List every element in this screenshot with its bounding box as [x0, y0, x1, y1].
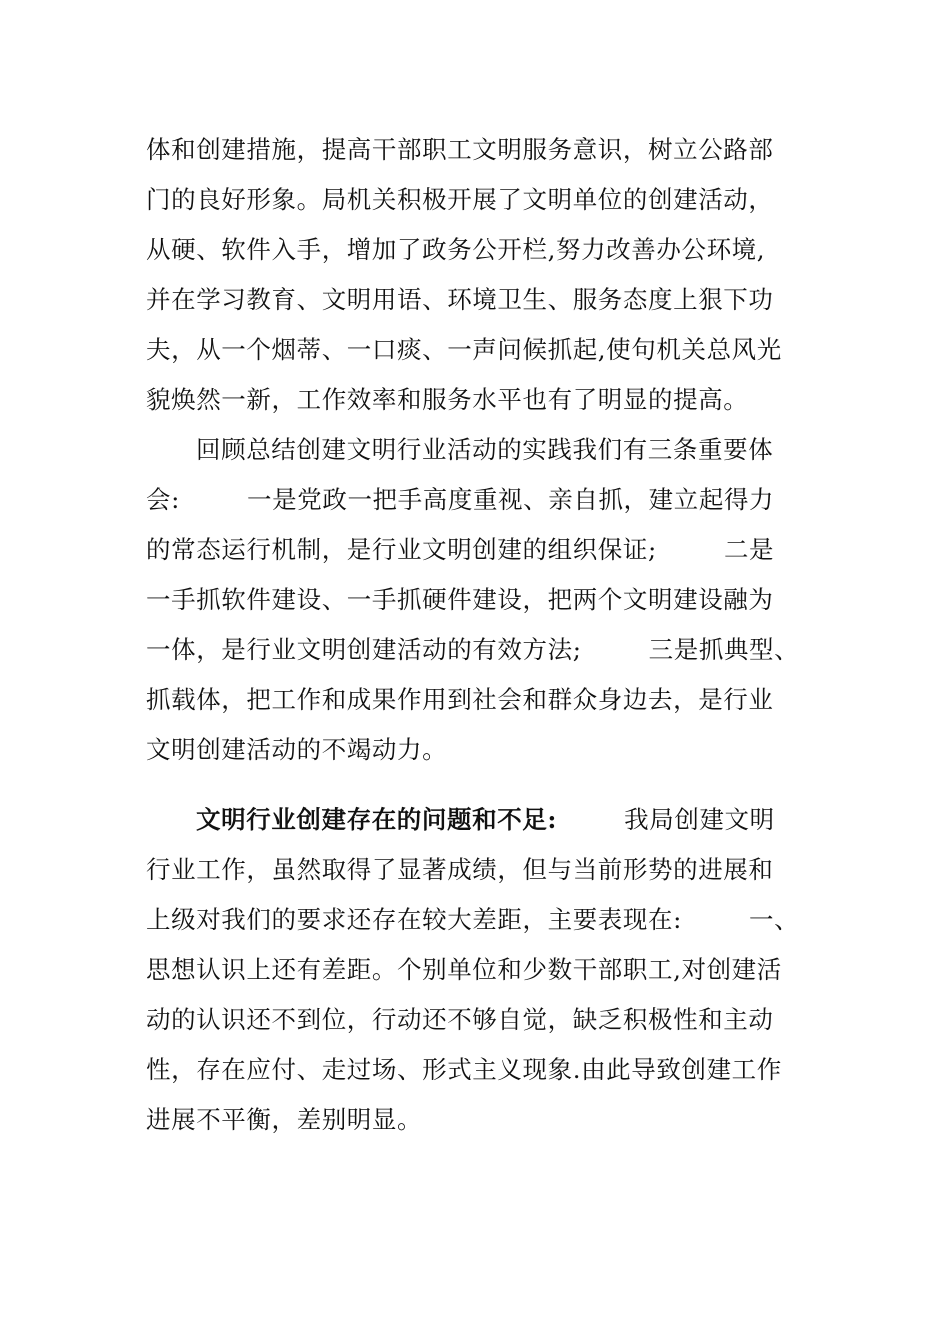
paragraph-3-first-line-rest: 我局创建文明	[557, 805, 775, 834]
paragraph-3-line-6: 性，存在应付、走过场、形式主义现象.由此导致创建工作	[146, 1055, 782, 1084]
paragraph-1-line-5: 夫，从一个烟蒂、一口痰、一声问候抓起,使句机关总风光	[146, 335, 782, 364]
paragraph-3-line-5: 动的认识还不到位，行动还不够自觉，缺乏积极性和主动	[146, 1005, 774, 1034]
paragraph-2-line-4: 一手抓软件建设、一手抓硬件建设，把两个文明建设融为	[146, 585, 774, 614]
paragraph-2-line-7: 文明创建活动的不竭动力。	[146, 735, 448, 764]
paragraph-2-line-3: 的常态运行机制，是行业文明创建的组织保证; 二是	[146, 535, 775, 564]
paragraph-3-line-1	[196, 798, 775, 842]
paragraph-3-line-4: 思想认识上还有差距。个别单位和少数干部职工,对创建活	[146, 955, 782, 984]
paragraph-2-line-5: 一体，是行业文明创建活动的有效方法; 三是抓典型、	[146, 635, 800, 664]
paragraph-2-line-6: 抓载体，把工作和成果作用到社会和群众身边去，是行业	[146, 685, 774, 714]
paragraph-1-line-4: 并在学习教育、文明用语、环境卫生、服务态度上狠下功	[146, 285, 774, 314]
paragraph-2-line-1: 回顾总结创建文明行业活动的实践我们有三条重要体	[196, 435, 774, 464]
paragraph-3-line-3: 上级对我们的要求还存在较大差距，主要表现在: 一、	[146, 905, 800, 934]
paragraph-1-line-1: 体和创建措施，提高干部职工文明服务意识，树立公路部	[146, 135, 774, 164]
paragraph-1-line-6: 貌焕然一新，工作效率和服务水平也有了明显的提高。	[146, 385, 749, 414]
paragraph-3-line-7: 进展不平衡，差别明显。	[146, 1105, 423, 1134]
paragraph-3-heading: 文明行业创建存在的问题和不足:	[196, 805, 558, 834]
paragraph-1-line-2: 门的良好形象。局机关积极开展了文明单位的创建活动，	[146, 185, 774, 214]
paragraph-1-line-3: 从硬、软件入手，增加了政务公开栏,努力改善办公环境,	[146, 235, 766, 264]
paragraph-3-line-2: 行业工作，虽然取得了显著成绩，但与当前形势的进展和	[146, 855, 774, 884]
paragraph-2-line-2: 会: 一是党政一把手高度重视、亲自抓，建立起得力	[146, 485, 775, 514]
